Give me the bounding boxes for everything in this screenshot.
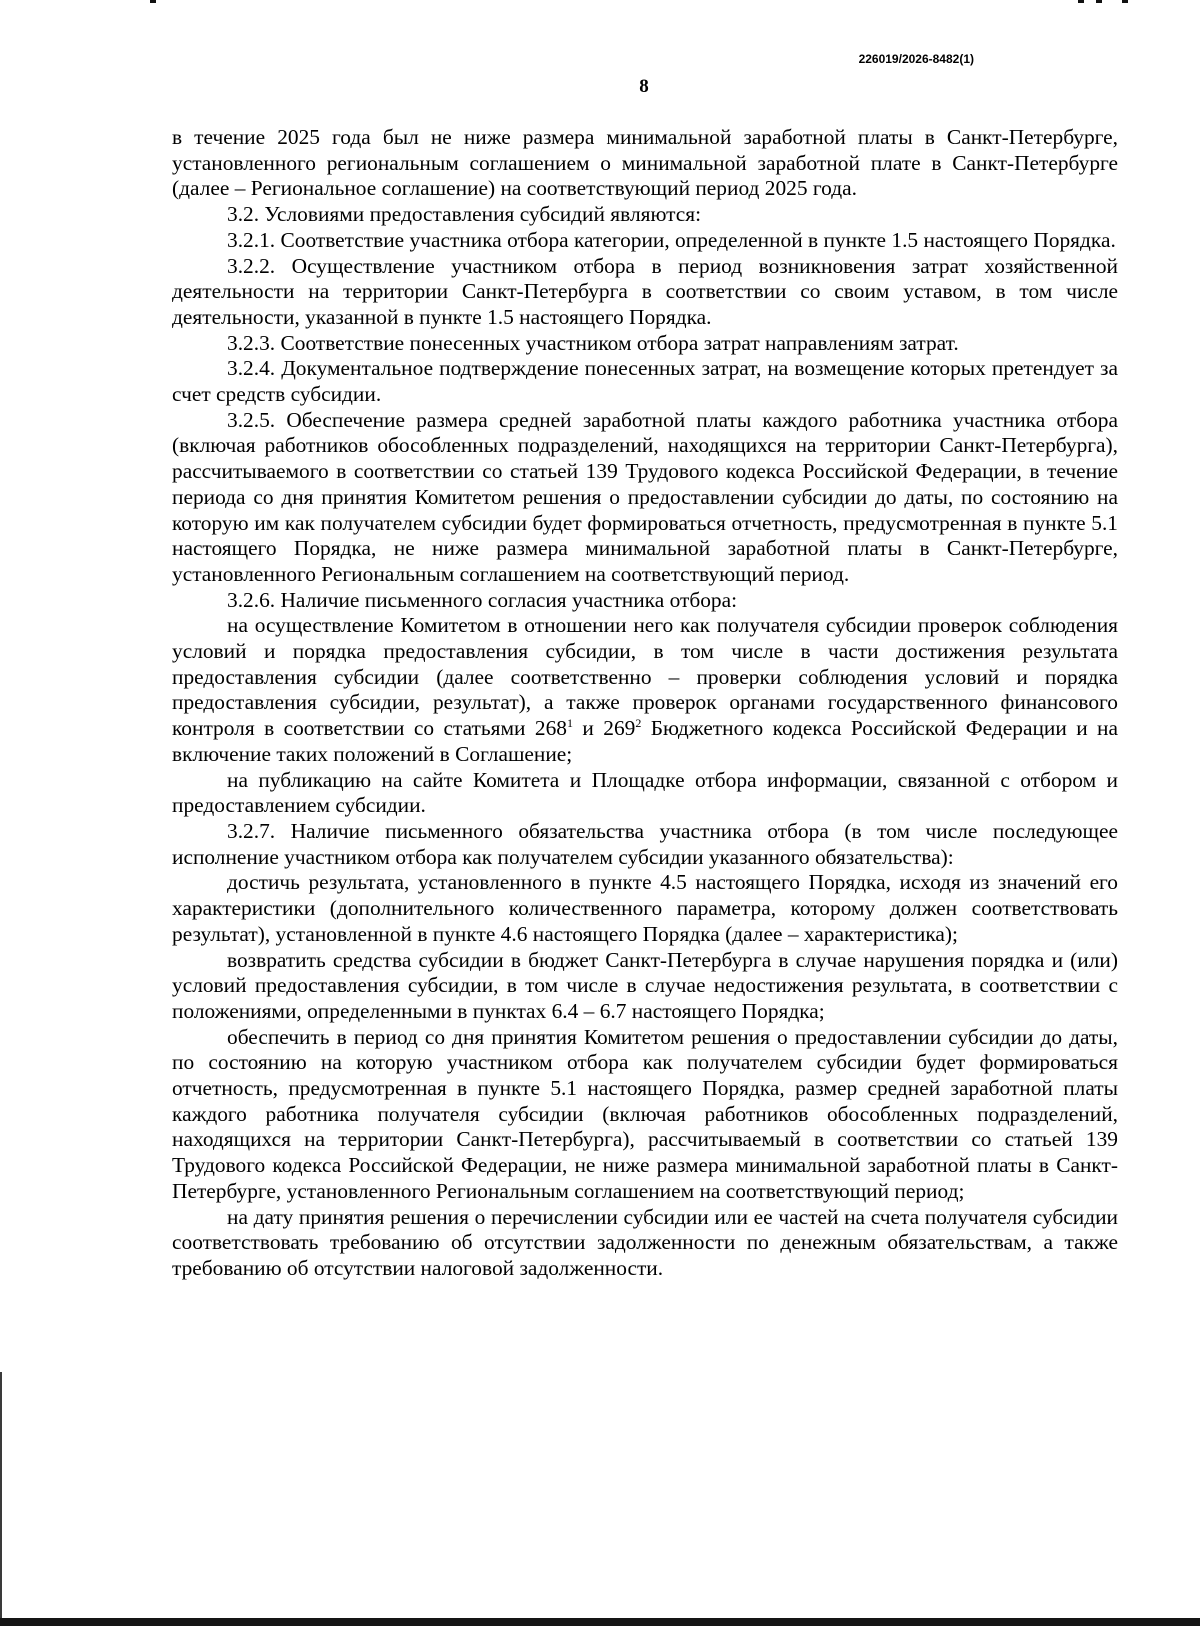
consent-text-part-1: на осуществление Комитетом в отношении него как получателя субсидии проверок соблюдения условий и порядка предоставления субсидии, в том числе в части достижения результата предоставления субсидии (далее соответственно – проверки соблюдения условий и порядка предоставления субсидии, результат), а также проверок органами государственного финансового контроля в соответствии со статьями 268	[172, 613, 1118, 741]
paragraph-obligation-salary: обеспечить в период со дня принятия Комитетом решения о предоставлении субсидии до даты, по состоянию на которую участником отбора как получателем субсидии будет формироваться отчетность, предусмотренная в пункте 5.1 настоящего Порядка, размер средней заработной платы каждого работника получателя субсидии (включая работников обособленных подразделений, находящихся на территории Санкт-Петербурга), рассчитываемый в соответствии со статьей 139 Трудового кодекса Российской Федерации, не ниже размера минимальной заработной платы в Санкт-Петербурге, установленного Региональным соглашением на соответствующий период;	[172, 1024, 1118, 1203]
scan-artifact-bottom-edge	[0, 1618, 1200, 1626]
paragraph-3-2-4: 3.2.4. Документальное подтверждение понесенных затрат, на возмещение которых претендует за счет средств субсидии.	[172, 356, 1118, 407]
paragraph-obligation-return: возвратить средства субсидии в бюджет Санкт-Петербурга в случае нарушения порядка и (или) условий предоставления субсидии, в том числе в случае недостижения результата, в соответствии с положениями, определенными в пунктах 6.4 – 6.7 настоящего Порядка;	[172, 947, 1118, 1023]
page-number: 8	[639, 76, 649, 97]
document-registration-number: 226019/2026-8482(1)	[858, 52, 974, 66]
consent-text-part-3: Бюджетного кодекса Российской Федерации и на включение таких положений в Соглашение;	[172, 716, 1119, 766]
paragraph-3-2: 3.2. Условиями предоставления субсидий являются:	[227, 202, 702, 227]
paragraph-consent-inspections	[172, 613, 1118, 767]
document-body	[172, 125, 1118, 1282]
paragraph-continuation: в течение 2025 года был не ниже размера минимальной заработной платы в Санкт-Петербурге, установленного региональным соглашением о минимальной заработной плате в Санкт-Петербурге (далее – Региональное соглашение) на соответствующий период 2025 года.	[172, 125, 1118, 201]
paragraph-3-2-1: 3.2.1. Соответствие участника отбора категории, определенной в пункте 1.5 настоящего Порядка.	[227, 227, 1116, 252]
consent-text-part-2: и 269	[572, 716, 636, 741]
scan-artifact-top	[150, 0, 1130, 2]
paragraph-consent-publication: на публикацию на сайте Комитета и Площадке отбора информации, связанной с отбором и предоставлением субсидии.	[172, 767, 1118, 818]
paragraph-obligation-result: достичь результата, установленного в пункте 4.5 настоящего Порядка, исходя из значений его характеристики (дополнительного количественного параметра, которому должен соответствовать результат), установленной в пункте 4.6 настоящего Порядка (далее – характеристика);	[172, 870, 1118, 946]
superscript-1: 1	[566, 716, 573, 731]
superscript-2: 2	[635, 716, 642, 731]
paragraph-3-2-7: 3.2.7. Наличие письменного обязательства участника отбора (в том числе последующее исполнение участником отбора как получателем субсидии указанного обязательства):	[172, 818, 1118, 869]
paragraph-3-2-5: 3.2.5. Обеспечение размера средней заработной платы каждого работника участника отбора (включая работников обособленных подразделений, находящихся на территории Санкт-Петербурга), рассчитываемого в соответствии со статьей 139 Трудового кодекса Российской Федерации, в течение периода со дня принятия Комитетом решения о предоставлении субсидии до даты, по состоянию на которую им как получателем субсидии будет формироваться отчетность, предусмотренная в пункте 5.1 настоящего Порядка, не ниже размера минимальной заработной платы в Санкт-Петербурге, установленного Региональным соглашением на соответствующий период.	[172, 407, 1118, 586]
paragraph-3-2-3: 3.2.3. Соответствие понесенных участником отбора затрат направлениям затрат.	[227, 330, 959, 355]
paragraph-obligation-debt: на дату принятия решения о перечислении субсидии или ее частей на счета получателя субсидии соответствовать требованию об отсутствии задолженности по денежным обязательствам, а также требованию об отсутствии налоговой задолженности.	[172, 1204, 1118, 1280]
paragraph-3-2-6: 3.2.6. Наличие письменного согласия участника отбора:	[227, 587, 738, 612]
scan-artifact-left-edge	[0, 1372, 2, 1626]
paragraph-3-2-2: 3.2.2. Осуществление участником отбора в период возникновения затрат хозяйственной деятельности на территории Санкт-Петербурга в соответствии со своим уставом, в том числе деятельности, указанной в пункте 1.5 настоящего Порядка.	[172, 253, 1118, 329]
